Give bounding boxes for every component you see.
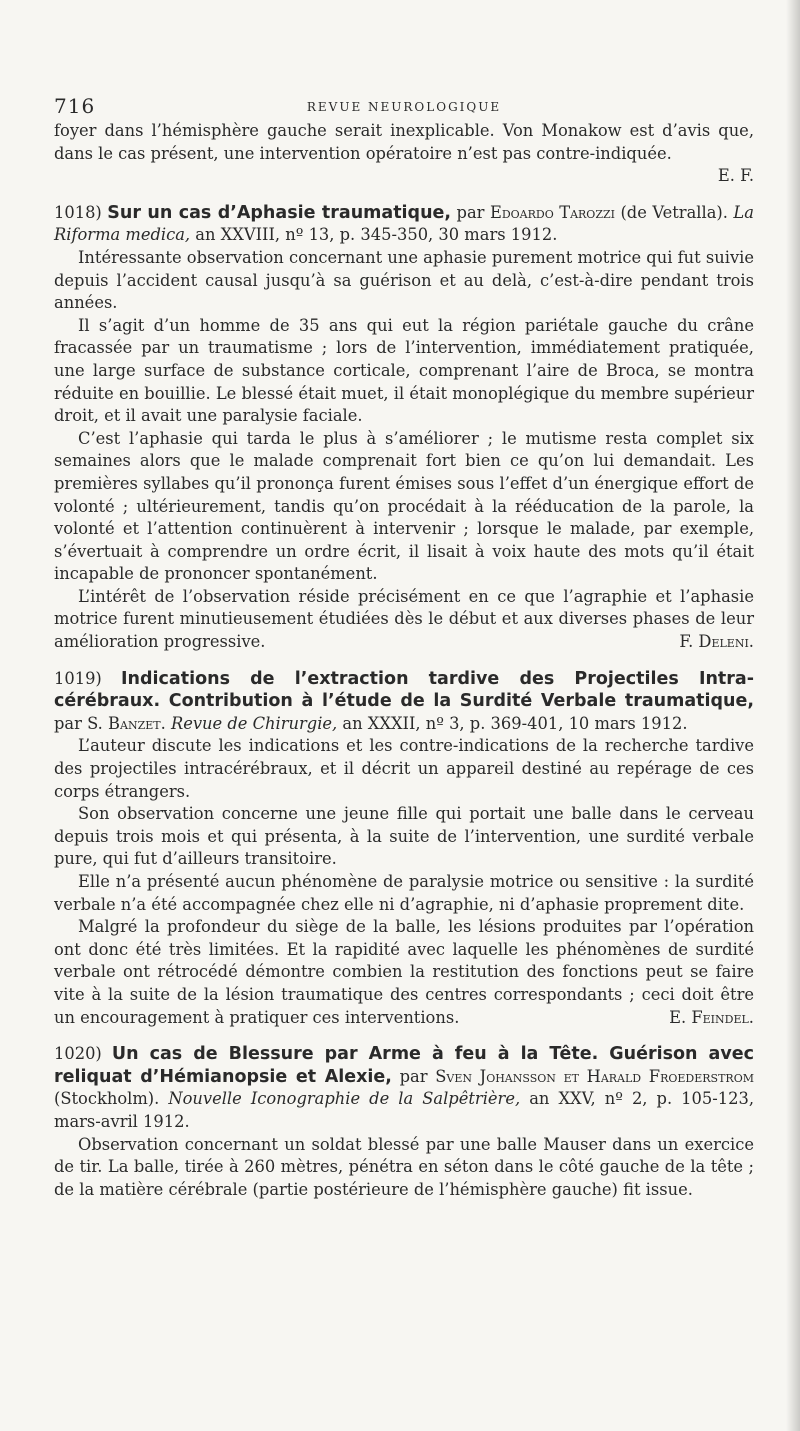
entry-1018 — [54, 202, 754, 654]
intro-paragraph: foyer dans l’hémisphère gauche serait inexplicable. Von Monakow est d’avis que, dans le cas présent, une intervention opératoire n’est pas contre-indiquée. — [54, 121, 754, 163]
article-body — [54, 120, 754, 1201]
entry-journal: Nouvelle Iconographie de la Salpêtrière, — [168, 1089, 521, 1109]
entry-by: par — [456, 202, 485, 222]
entry-paragraph: Elle n’a présenté aucun phénomène de paralysie motrice ou sensitive : la surdité verbale n’a été accompagnée chez elle ni d’agraphie, ni d’aphasie proprement dite. — [54, 872, 754, 914]
entry-paragraph: Il s’agit d’un homme de 35 ans qui eut la région pariétale gauche du crâne fracassée par un traumatisme ; lors de l’intervention, immédiatement pratiquée, une large surface de substance corticale, comprenant l’aire de Broca, se montra réduite en bouillie. Le blessé était muet, il était monoplégique du membre supérieur droit, et il avait une paralysie faciale. — [54, 315, 754, 426]
entry-reference: an XXV, nº 2, p. 105-123, mars-avril 1912. — [54, 1089, 755, 1131]
page-edge-shadow — [786, 0, 800, 1431]
entry-signature: F. Deleni. — [679, 632, 754, 652]
entry-reference: an XXXII, nº 3, p. 369-401, 10 mars 1912. — [342, 713, 688, 733]
entry-affiliation: (Stockholm). — [54, 1089, 160, 1109]
entry-authors: Edoardo Tarozzi — [489, 202, 615, 222]
entry-number: 1019) — [54, 668, 102, 688]
entry-paragraph — [54, 916, 754, 1029]
entry-1020-heading — [54, 1043, 754, 1133]
entry-paragraph: Observation concernant un soldat blessé par une balle Mauser dans un exercice de tir. La balle, tirée à 260 mètres, pénétra en séton dans le côté gauche de la tête ; de la matière cérébrale (partie postérieure de l’hémisphère gauche) fit issue. — [54, 1134, 754, 1199]
entry-by: par — [399, 1066, 428, 1086]
entry-paragraph: L’auteur discute les indications et les contre-indications de la recherche tardive des projectiles intracérébraux, et il décrit un appareil destiné au repérage de ces corps étrangers. — [54, 736, 754, 801]
entry-1019-heading — [54, 668, 754, 736]
entry-1018-heading — [54, 202, 754, 247]
page-number: 716 — [54, 94, 96, 118]
entry-paragraph: Intéressante observation concernant une aphasie purement motrice qui fut suivie depuis l’accident causal jusqu’à sa guérison et au delà, c’est-à-dire pendant trois années. — [54, 247, 754, 313]
entry-signature: E. Feindel. — [669, 1007, 754, 1027]
entry-paragraph-text: Malgré la profondeur du siège de la balle, les lésions produites par l’opération ont donc été très limitées. Et la rapidité avec laquelle les phénomènes de surdité verbale ont rétrocédé démontre combien la restitution des fonctions peut se faire vite à la suite de la lésion traumatique des centres correspondants ; ceci doit être un encouragement à pratiquer ces interventions. — [54, 917, 754, 1027]
entry-reference: an XXVIII, nº 13, p. 345-350, 30 mars 1912. — [195, 225, 558, 245]
entry-number: 1020) — [54, 1044, 102, 1064]
entry-1019 — [54, 668, 754, 1030]
running-head — [54, 86, 754, 120]
journal-title: REVUE NEUROLOGIQUE — [306, 100, 502, 114]
entry-authors: S. Banzet. — [87, 713, 166, 733]
document-page — [54, 86, 754, 1201]
entry-journal: Revue de Chirurgie, — [170, 713, 338, 733]
entry-affiliation: (de Vetralla). — [620, 202, 728, 222]
entry-paragraph: Son observation concerne une jeune fille qui portait une balle dans le cerveau depuis trois mois et qui présenta, à la suite de l’intervention, une surdité verbale pure, qui fut d’ailleurs transitoire. — [54, 804, 754, 869]
entry-journal: La Riforma medica, — [54, 202, 754, 245]
intro-block — [54, 120, 754, 188]
entry-authors: Sven Johansson et Harald Froederstrom — [435, 1066, 754, 1086]
entry-title: Sur un cas d’Aphasie traumatique, — [107, 202, 452, 223]
entry-paragraph: C’est l’aphasie qui tarda le plus à s’améliorer ; le mutisme resta complet six semaines alors que le malade comprenait fort bien ce qu’on lui demandait. Les premières syllabes qu’il prononça furent émises sous l’effet d’un énergique effort de volonté ; ultérieurement, tandis qu’on procédait à la rééducation de la parole, la volonté et l’attention continuèrent à intervenir ; lorsque le malade, par exemple, s’évertuait à comprendre un ordre écrit, il lisait à voix haute des mots qu’il était incapable de prononcer spontanément. — [54, 428, 754, 584]
entry-1020 — [54, 1043, 754, 1201]
entry-number: 1018) — [54, 202, 102, 222]
entry-paragraph — [54, 586, 754, 654]
entry-by: par — [54, 713, 82, 733]
intro-signature: E. F. — [717, 166, 754, 186]
entry-title: Un cas de Blessure par Arme à feu à la Tête. Guérison avec reliquat d’Hémianopsie et Alexie, — [54, 1044, 754, 1087]
entry-paragraph-text: L’intérêt de l’observation réside précisément en ce que l’agraphie et l’aphasie motrice furent minutieusement étudiées dès le début et aux diverses phases de leur amélioration progressive. — [54, 586, 754, 652]
entry-title: Indications de l’extraction tardive des Projectiles Intra-cérébraux. Contribution à l’étude de la Surdité Verbale traumatique, — [54, 668, 754, 712]
